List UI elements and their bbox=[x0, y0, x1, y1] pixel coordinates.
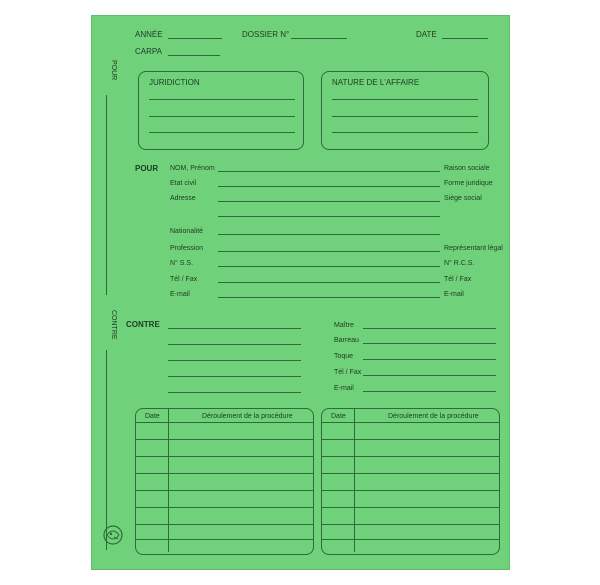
juridiction-line[interactable] bbox=[149, 132, 295, 133]
field-label: Forme juridique bbox=[444, 180, 493, 187]
field-label: Tél / Fax bbox=[170, 276, 198, 283]
nature-line[interactable] bbox=[332, 116, 478, 117]
field-line[interactable] bbox=[218, 297, 440, 298]
contre-title: CONTRE bbox=[126, 320, 160, 329]
field-line[interactable] bbox=[218, 266, 440, 267]
field-label: Représentant légal bbox=[444, 245, 503, 252]
side-label-pour: POUR bbox=[110, 60, 117, 81]
table-date-header: Date bbox=[331, 413, 346, 420]
field-label: Profession bbox=[170, 245, 204, 252]
contre-field-label: E-mail bbox=[334, 385, 354, 392]
contre-field-line[interactable] bbox=[363, 391, 496, 392]
table-row-line bbox=[322, 539, 499, 540]
table-procedure-header: Déroulement de la procédure bbox=[388, 413, 479, 420]
nature-line[interactable] bbox=[332, 132, 478, 133]
field-label: Adresse bbox=[170, 195, 196, 202]
field-line[interactable] bbox=[218, 234, 440, 235]
contre-field-line[interactable] bbox=[363, 343, 496, 344]
carpa-label: CARPA bbox=[135, 47, 162, 56]
table-row-line bbox=[136, 524, 313, 525]
juridiction-line[interactable] bbox=[149, 99, 295, 100]
dossier-field[interactable] bbox=[291, 38, 347, 39]
field-label: N° S.S. bbox=[170, 260, 194, 267]
table-date-header: Date bbox=[145, 413, 160, 420]
table-row-line bbox=[322, 422, 499, 423]
field-label: E-mail bbox=[170, 291, 190, 298]
contre-line[interactable] bbox=[168, 360, 301, 361]
table-row-line bbox=[322, 524, 499, 525]
table-row-line bbox=[136, 490, 313, 491]
field-line[interactable] bbox=[218, 186, 440, 187]
procedure-table-right bbox=[321, 408, 500, 555]
nature-box bbox=[321, 71, 489, 150]
procedure-table-left bbox=[135, 408, 314, 555]
contre-field-line[interactable] bbox=[363, 359, 496, 360]
field-label: Etat civil bbox=[170, 180, 197, 187]
table-row-line bbox=[322, 473, 499, 474]
juridiction-box bbox=[138, 71, 304, 150]
juridiction-line[interactable] bbox=[149, 116, 295, 117]
contre-line[interactable] bbox=[168, 328, 301, 329]
field-label: Tél / Fax bbox=[444, 276, 472, 283]
date-field[interactable] bbox=[442, 38, 488, 39]
carpa-field[interactable] bbox=[168, 55, 220, 56]
field-label: Nationalité bbox=[170, 228, 204, 235]
table-row-line bbox=[136, 507, 313, 508]
field-label: NOM, Prénom bbox=[170, 165, 215, 172]
contre-line[interactable] bbox=[168, 344, 301, 345]
field-line[interactable] bbox=[218, 251, 440, 252]
date-label: DATE bbox=[416, 30, 437, 39]
nature-title: NATURE DE L'AFFAIRE bbox=[332, 78, 420, 87]
table-row-line bbox=[136, 422, 313, 423]
side-rule-bottom bbox=[106, 350, 107, 550]
table-row-line bbox=[322, 456, 499, 457]
dossier-label: DOSSIER N° bbox=[242, 30, 290, 39]
contre-field-label: Tél / Fax bbox=[334, 369, 362, 376]
contre-line[interactable] bbox=[168, 376, 301, 377]
folder-sheet bbox=[91, 15, 510, 570]
contre-field-label: Maître bbox=[334, 322, 354, 329]
table-row-line bbox=[136, 473, 313, 474]
contre-field-label: Barreau bbox=[334, 337, 359, 344]
field-label: E-mail bbox=[444, 291, 464, 298]
pour-title: POUR bbox=[135, 164, 159, 173]
table-row-line bbox=[136, 539, 313, 540]
table-row-line bbox=[322, 439, 499, 440]
field-line[interactable] bbox=[218, 216, 440, 217]
table-col-divider bbox=[168, 409, 169, 552]
annee-field[interactable] bbox=[168, 38, 222, 39]
table-row-line bbox=[322, 490, 499, 491]
table-col-divider bbox=[354, 409, 355, 552]
table-row-line bbox=[136, 456, 313, 457]
field-line[interactable] bbox=[218, 171, 440, 172]
table-row-line bbox=[136, 439, 313, 440]
side-rule-top bbox=[106, 95, 107, 295]
nature-line[interactable] bbox=[332, 99, 478, 100]
contre-field-line[interactable] bbox=[363, 375, 496, 376]
contre-line[interactable] bbox=[168, 392, 301, 393]
field-line[interactable] bbox=[218, 282, 440, 283]
contre-field-line[interactable] bbox=[363, 328, 496, 329]
side-label-contre: CONTRE bbox=[110, 310, 117, 340]
field-label: Siège social bbox=[444, 195, 482, 202]
annee-label: ANNÉE bbox=[135, 30, 163, 39]
field-label: Raison sociale bbox=[444, 165, 490, 172]
juridiction-title: JURIDICTION bbox=[149, 78, 200, 87]
table-procedure-header: Déroulement de la procédure bbox=[202, 413, 293, 420]
table-row-line bbox=[322, 507, 499, 508]
field-line[interactable] bbox=[218, 201, 440, 202]
exacompta-logo-icon bbox=[101, 523, 125, 547]
contre-field-label: Toque bbox=[334, 353, 354, 360]
field-label: N° R.C.S. bbox=[444, 260, 475, 267]
